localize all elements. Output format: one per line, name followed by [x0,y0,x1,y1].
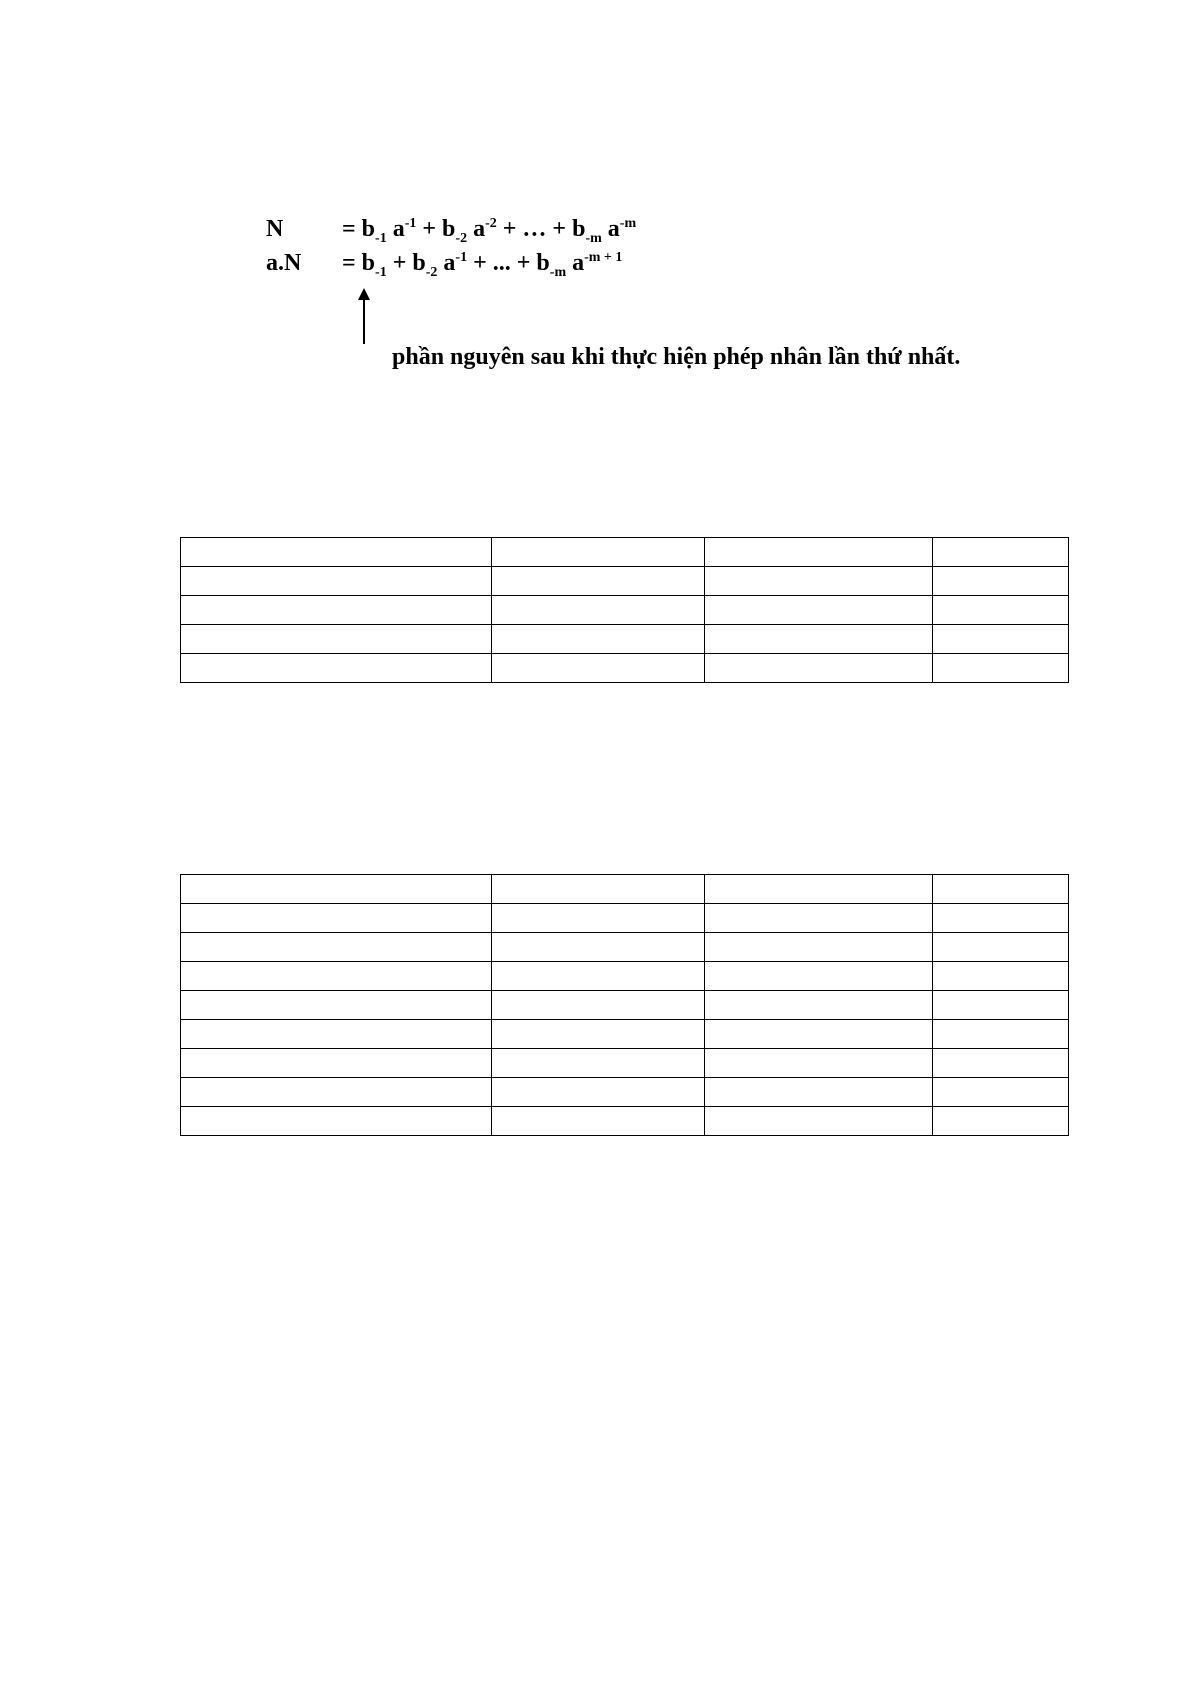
table-cell [492,875,705,904]
equation-term: a [437,250,456,276]
subscript: -2 [425,264,438,280]
table-cell [705,1107,933,1136]
table-row [181,1020,1069,1049]
equation-row-1 [266,216,636,247]
arrow-caption: phần nguyên sau khi thực hiện phép nhân lần thứ nhất. [392,344,961,370]
table-cell [492,625,705,654]
table-row [181,875,1069,904]
table-cell [705,654,933,683]
table-cell [492,1049,705,1078]
subscript: -m [585,230,602,246]
equation-term: + b [386,250,426,276]
table-cell [181,875,492,904]
empty-table-2 [180,874,1069,1136]
table-row [181,1049,1069,1078]
superscript: -2 [485,216,497,231]
subscript: -m [549,264,567,280]
table-row [181,538,1069,567]
table-cell [492,567,705,596]
table-cell [492,1020,705,1049]
table-cell [933,1020,1069,1049]
empty-table-1 [180,537,1069,683]
table-cell [933,933,1069,962]
table-cell [705,904,933,933]
table-cell [933,904,1069,933]
equation-lhs: a.N [266,250,302,276]
superscript: -1 [404,216,417,231]
table-row [181,962,1069,991]
equation-rhs [342,250,623,280]
subscript: -1 [375,230,387,246]
table-cell [181,1078,492,1107]
table-cell [181,1049,492,1078]
equation-term: a [601,216,620,242]
table-cell [492,904,705,933]
table-row [181,933,1069,962]
table-cell [933,567,1069,596]
equation-term: = b [342,250,376,276]
up-arrow-icon [354,288,374,344]
table-cell [705,962,933,991]
subscript: -2 [455,230,468,246]
table-row [181,596,1069,625]
table-cell [933,991,1069,1020]
table-cell [492,991,705,1020]
table-cell [181,625,492,654]
table-cell [181,933,492,962]
table-row [181,1107,1069,1136]
table-cell [181,991,492,1020]
equation-row-2 [266,250,622,281]
superscript: -1 [455,250,468,265]
table-cell [181,962,492,991]
table-cell [705,596,933,625]
table-row [181,567,1069,596]
table-cell [492,962,705,991]
table-cell [492,933,705,962]
subscript: -1 [375,264,387,280]
table-cell [705,1049,933,1078]
table-cell [492,1107,705,1136]
table-cell [181,904,492,933]
table-row [181,991,1069,1020]
table-cell [181,596,492,625]
table-cell [705,933,933,962]
table-cell [933,962,1069,991]
table-cell [933,1078,1069,1107]
equation-term: = b [342,216,376,242]
table-cell [933,654,1069,683]
table-cell [492,538,705,567]
equation-term: a [566,250,585,276]
equation-term: + … + b [496,216,586,242]
table-cell [933,1107,1069,1136]
table-cell [181,538,492,567]
equation-term: a [386,216,405,242]
table-cell [933,875,1069,904]
table-cell [705,625,933,654]
table-cell [181,567,492,596]
table-cell [181,654,492,683]
superscript: -m [619,216,637,231]
table-row [181,1078,1069,1107]
table-cell [492,654,705,683]
table-cell [705,875,933,904]
table-cell [492,1078,705,1107]
table-cell [933,625,1069,654]
table-row [181,904,1069,933]
table-cell [492,596,705,625]
table-row [181,654,1069,683]
table-cell [933,538,1069,567]
superscript: -m + 1 [584,250,623,265]
equation-lhs: N [266,216,284,242]
table-cell [933,1049,1069,1078]
table-cell [705,1078,933,1107]
table-row [181,625,1069,654]
equation-term: a [467,216,486,242]
table-cell [705,567,933,596]
table-cell [933,596,1069,625]
table-cell [181,1107,492,1136]
table-cell [705,1020,933,1049]
table-cell [181,1020,492,1049]
equation-term: + ... + b [467,250,550,276]
equation-rhs [342,216,637,246]
table-cell [705,538,933,567]
equation-term: + b [416,216,456,242]
table-cell [705,991,933,1020]
